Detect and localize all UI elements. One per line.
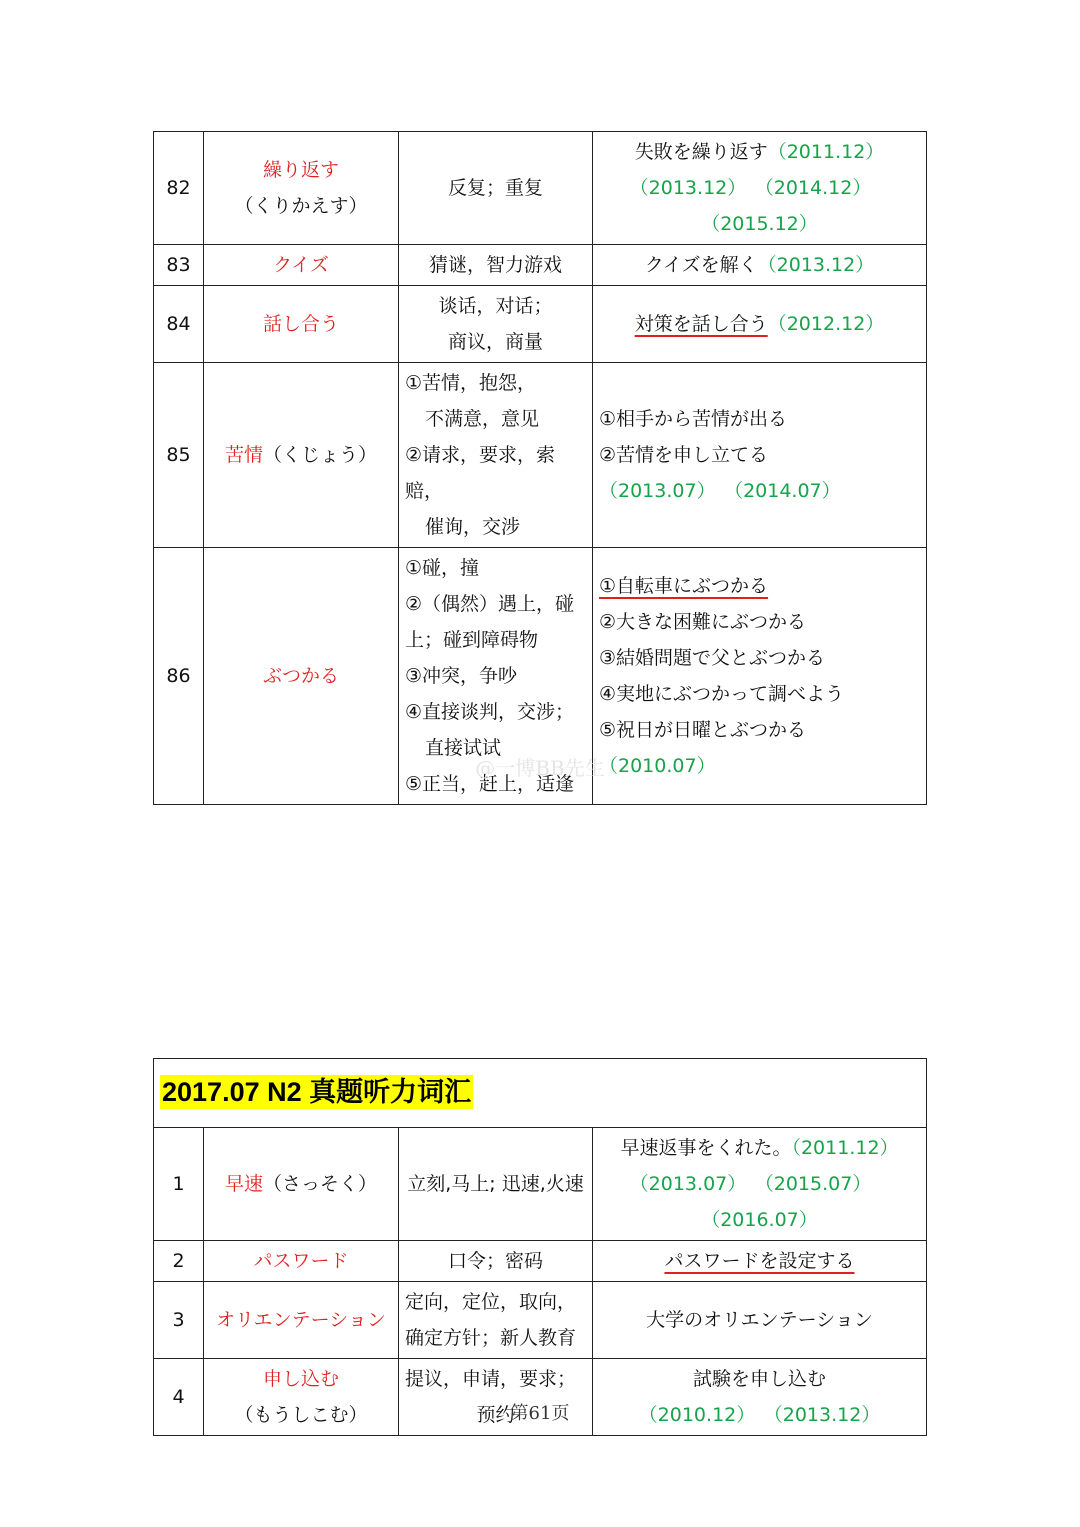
vocab-word: 繰り返す — [262, 159, 339, 181]
table-row — [154, 363, 927, 548]
row-number: 82 — [154, 132, 204, 245]
meaning-cell — [399, 363, 593, 548]
vocab-word-cell — [204, 1241, 399, 1282]
exam-year: （2010.12） — [638, 1404, 756, 1426]
meaning-line: 直接试试 — [425, 737, 502, 759]
meaning-cell — [399, 132, 593, 245]
meaning-line: 预约 — [476, 1404, 515, 1426]
meaning-line: ③冲突，争吵 — [405, 665, 518, 687]
exam-years — [599, 170, 920, 242]
example-cell — [593, 1241, 927, 1282]
exam-year: （2014.12） — [764, 177, 872, 199]
vocab-word-cell — [204, 132, 399, 245]
vocab-word: パスワード — [253, 1250, 349, 1272]
vocab-word: 早速 — [224, 1173, 263, 1195]
row-number: 4 — [154, 1359, 204, 1436]
vocab-word: 話し合う — [262, 313, 339, 335]
row-number: 3 — [154, 1282, 204, 1359]
meaning-line: 催询，交涉 — [425, 516, 521, 538]
vocab-word-cell — [204, 1128, 399, 1241]
section-title: 2017.07 N2 真题听力词汇 — [162, 1076, 472, 1107]
meaning-line: 谈话，对话； — [438, 295, 553, 317]
example-cell — [593, 132, 927, 245]
table-row — [154, 1128, 927, 1241]
vocab-word-cell — [204, 363, 399, 548]
example-line: パスワードを設定する — [664, 1250, 855, 1272]
meaning-line: 猜谜，智力游戏 — [428, 254, 562, 276]
exam-year: （2010.07） — [599, 755, 716, 777]
table-row — [154, 1282, 927, 1359]
exam-year: （2015.12） — [701, 213, 818, 235]
meaning-line: ②（偶然）遇上，碰 — [405, 593, 575, 615]
vocab-reading: （くりかえす） — [234, 195, 368, 217]
meaning-line: 口令；密码 — [447, 1250, 543, 1272]
vocab-word: 苦情 — [224, 444, 263, 466]
table-row — [154, 286, 927, 363]
exam-year: （2014.07） — [733, 480, 841, 502]
example-cell — [593, 1282, 927, 1359]
meaning-line: ⑤正当，赶上，适逢 — [405, 773, 575, 795]
meaning-line: 定向，定位，取向， — [405, 1291, 577, 1313]
exam-year: （2015.07） — [764, 1173, 872, 1195]
example-line: 対策を話し合う — [634, 313, 768, 335]
example-line: 失敗を繰り返す — [634, 141, 768, 163]
example-cell — [593, 245, 927, 286]
exam-years — [599, 1166, 920, 1238]
example-cell — [593, 286, 927, 363]
exam-year: （2013.07） — [599, 480, 716, 502]
meaning-cell — [399, 1128, 593, 1241]
example-line: クイズを解く — [644, 254, 758, 276]
exam-year: （2011.12） — [767, 141, 885, 163]
meaning-cell — [399, 1241, 593, 1282]
table-row — [154, 1241, 927, 1282]
meaning-line: 反复；重复 — [447, 177, 543, 199]
meaning-line: 上；碰到障碍物 — [405, 629, 539, 651]
exam-year: （2012.12） — [767, 313, 885, 335]
example-cell — [593, 363, 927, 548]
meaning-line: 确定方针；新人教育 — [405, 1327, 577, 1349]
exam-years — [599, 473, 920, 509]
row-number: 1 — [154, 1128, 204, 1241]
exam-year: （2013.12） — [757, 254, 875, 276]
vocab-word: ぶつかる — [262, 665, 339, 687]
example-cell — [593, 1128, 927, 1241]
meaning-line: 不满意，意见 — [425, 408, 540, 430]
vocab-table-1 — [153, 131, 927, 805]
vocab-reading: （くじょう） — [263, 444, 378, 466]
vocab-word-cell — [204, 245, 399, 286]
table-row — [154, 245, 927, 286]
exam-year: （2013.12） — [773, 1404, 881, 1426]
vocab-word: 申し込む — [262, 1368, 339, 1390]
meaning-line: ④直接谈判，交涉； — [405, 701, 575, 723]
page-number: 第61页 — [510, 1403, 570, 1424]
example-line: ①自転車にぶつかる — [599, 575, 769, 597]
example-line: ②苦情を申し立てる — [599, 444, 769, 466]
meaning-cell — [399, 286, 593, 363]
table-row — [154, 132, 927, 245]
meaning-line: ②请求，要求，索赔， — [405, 444, 556, 502]
example-line: ⑤祝日が日曜とぶつかる — [599, 719, 807, 741]
example-line: ①相手から苦情が出る — [599, 408, 788, 430]
vocab-table-2 — [153, 1058, 927, 1436]
example-line: 試験を申し込む — [692, 1368, 826, 1390]
example-line: 早速返事をくれた。 — [620, 1137, 792, 1159]
row-number: 84 — [154, 286, 204, 363]
exam-year: （2013.12） — [629, 177, 747, 199]
exam-year: （2013.07） — [629, 1173, 747, 1195]
example-line: ④実地にぶつかって調べよう — [599, 683, 845, 705]
watermark: @一博BB先生 — [475, 756, 605, 780]
meaning-line: 提议，申请，要求； — [405, 1368, 577, 1390]
meaning-line: 商议，商量 — [447, 331, 543, 353]
row-number: 85 — [154, 363, 204, 548]
meaning-cell — [399, 1282, 593, 1359]
row-number: 86 — [154, 548, 204, 805]
example-line: ②大きな困難にぶつかる — [599, 611, 807, 633]
vocab-reading: （さっそく） — [263, 1173, 378, 1195]
meaning-line: ①碰，撞 — [405, 557, 480, 579]
vocab-word-cell — [204, 286, 399, 363]
vocab-word-cell — [204, 1282, 399, 1359]
example-line: 大学のオリエンテーション — [646, 1309, 873, 1331]
exam-year: （2016.07） — [701, 1209, 818, 1231]
meaning-line: ①苦情，抱怨， — [405, 372, 537, 394]
meaning-cell — [399, 245, 593, 286]
vocab-reading: （もうしこむ） — [234, 1404, 368, 1426]
row-number: 2 — [154, 1241, 204, 1282]
section-title-cell — [154, 1059, 927, 1128]
vocab-word: オリエンテーション — [216, 1309, 386, 1331]
vocab-word: クイズ — [273, 254, 329, 276]
meaning-line: 立刻,马上; 迅速,火速 — [407, 1173, 584, 1195]
row-number: 83 — [154, 245, 204, 286]
exam-year: （2011.12） — [791, 1137, 899, 1159]
section-header-row — [154, 1059, 927, 1128]
example-line: ③結婚問題で父とぶつかる — [599, 647, 826, 669]
